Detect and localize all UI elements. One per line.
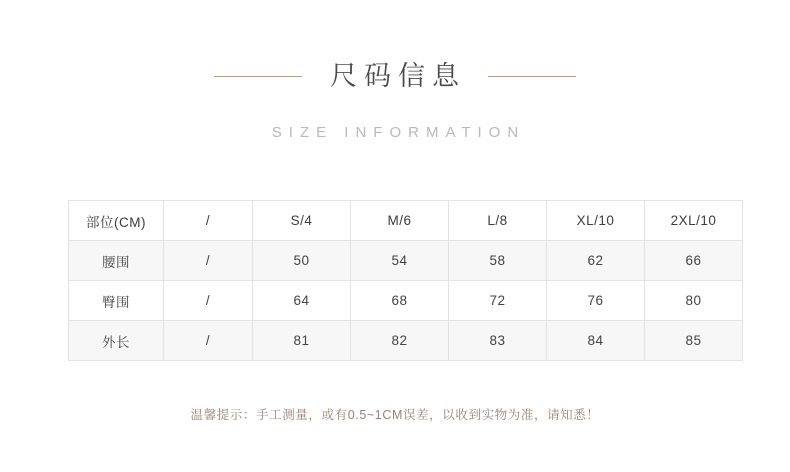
title-rule-right — [488, 76, 576, 77]
page-header — [0, 0, 790, 141]
cell-outseam-m: 82 — [351, 321, 449, 361]
table-header-cell-l: L/8 — [449, 201, 547, 241]
cell-hip-l: 72 — [449, 281, 547, 321]
cell-hip-s: 64 — [253, 281, 351, 321]
cell-outseam-xl: 84 — [547, 321, 645, 361]
size-table — [68, 200, 743, 361]
cell-hip-m: 68 — [351, 281, 449, 321]
table-header-cell-xl: XL/10 — [547, 201, 645, 241]
page-subtitle: SIZE INFORMATION — [271, 123, 526, 141]
table-header-cell-part: 部位(CM) — [69, 201, 164, 241]
table-header-row — [69, 201, 743, 241]
table-header-cell-s: S/4 — [253, 201, 351, 241]
table-header-cell-slash: / — [164, 201, 253, 241]
row-label-waist: 腰围 — [69, 241, 164, 281]
table-row — [69, 281, 743, 321]
cell-waist-s: 50 — [253, 241, 351, 281]
page-title: 尺码信息 — [330, 61, 466, 92]
measurement-note: 温馨提示：手工测量，或有0.5~1CM误差，以收到实物为准，请知悉！ — [190, 408, 600, 422]
cell-waist-xl: 62 — [547, 241, 645, 281]
table-header-cell-m: M/6 — [351, 201, 449, 241]
cell-hip-2xl: 80 — [645, 281, 743, 321]
table-header-cell-2xl: 2XL/10 — [645, 201, 743, 241]
cell-outseam-s: 81 — [253, 321, 351, 361]
cell-waist-slash: / — [164, 241, 253, 281]
cell-outseam-2xl: 85 — [645, 321, 743, 361]
size-table-container — [68, 200, 722, 361]
cell-waist-m: 54 — [351, 241, 449, 281]
cell-outseam-slash: / — [164, 321, 253, 361]
row-label-hip: 臀围 — [69, 281, 164, 321]
title-rule-left — [214, 76, 302, 77]
cell-waist-l: 58 — [449, 241, 547, 281]
title-row — [0, 44, 790, 110]
cell-hip-slash: / — [164, 281, 253, 321]
table-row — [69, 241, 743, 281]
cell-outseam-l: 83 — [449, 321, 547, 361]
cell-hip-xl: 76 — [547, 281, 645, 321]
table-row — [69, 321, 743, 361]
cell-waist-2xl: 66 — [645, 241, 743, 281]
row-label-outseam: 外长 — [69, 321, 164, 361]
